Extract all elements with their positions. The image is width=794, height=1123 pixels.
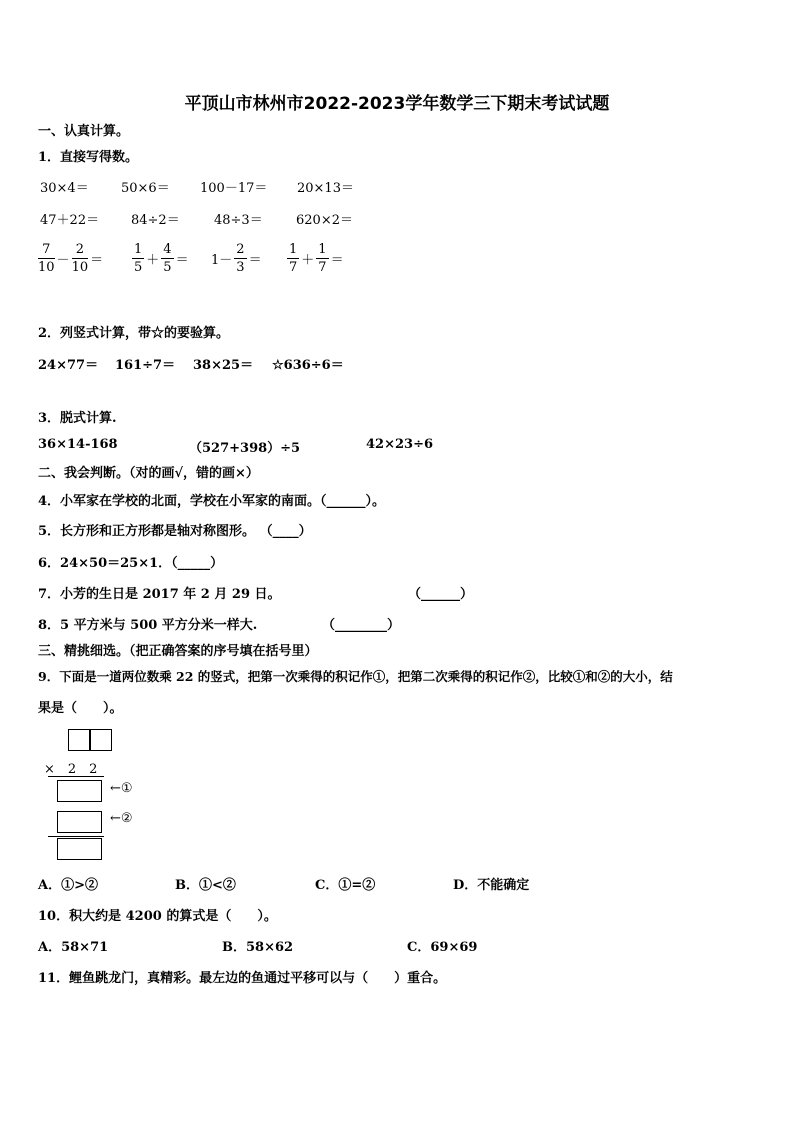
digit-box [90,729,112,751]
section-heading-judge: 二、我会判断。（对的画√，错的画×） [38,466,259,481]
option-c[interactable]: C．①=② [315,878,376,893]
arrow-label-1: ←① [110,781,133,796]
calc-item: 100－17＝ [200,181,268,196]
rule-line [48,836,104,837]
option-b[interactable]: B．①<② [175,878,236,893]
calc-item: 38×25＝ [193,358,254,373]
option-a[interactable]: A．58×71 [38,940,109,955]
rule-line [48,776,104,777]
calc-item: 24×77＝ [38,358,99,373]
multiplier: × 2 2 [44,762,98,777]
calc-item: 48÷3＝ [214,213,263,228]
option-d[interactable]: D．不能确定 [453,878,530,893]
calc-item: 42×23÷6 [366,437,434,452]
judge-item: 7．小芳的生日是 2017 年 2 月 29 日。 [38,587,281,602]
question-11-text: 11．鲤鱼跳龙门，真精彩。最左边的鱼通过平移可以与（ ）重合。 [38,971,447,986]
calc-item: 50×6＝ [121,181,170,196]
fraction-expression: $\frac{1}{5}$ ＋ $\frac{4}{5}$ ＝ [134,242,189,275]
fraction-expression: 1－ $\frac{2}{3}$ ＝ [211,242,262,275]
calc-item: ☆636÷6＝ [272,358,344,373]
calc-item: 161÷7＝ [115,358,176,373]
question-1-heading: 1．直接写得数。 [38,150,139,165]
fraction: $\frac{1}{5}$ [134,242,143,275]
answer-blank[interactable]: （______） [408,587,474,602]
calc-item: 620×2＝ [296,213,353,228]
option-c[interactable]: C．69×69 [407,940,478,955]
fraction: $\frac{1}{7}$ [318,242,327,275]
judge-item: 5．长方形和正方形都是轴对称图形。 （____） [38,524,312,539]
fraction: $\frac{4}{5}$ [163,242,172,275]
question-9-text-cont: 果是（ ）。 [38,701,123,716]
product-box-1 [57,780,102,802]
calc-item: 30×4＝ [40,181,89,196]
answer-blank[interactable]: （________） [322,618,401,633]
section-heading-choice: 三、精挑细选。（把正确答案的序号填在括号里） [38,644,318,659]
question-3-heading: 3．脱式计算. [38,411,117,426]
judge-item: 6．24×50＝25×1．（_____） [38,556,224,571]
calc-item: （527+398）÷5 [189,441,301,456]
section-heading-calc: 一、认真计算。 [38,124,130,139]
digit-box [68,729,90,751]
page-title: 平顶山市林州市2022-2023学年数学三下期末考试试题 [184,94,610,114]
fraction: $\frac{1}{7}$ [289,242,298,275]
arrow-label-2: ←② [110,811,133,826]
option-a[interactable]: A．①>② [38,878,98,893]
judge-item: 8．5 平方米与 500 平方分米一样大. [38,618,258,633]
question-10-text: 10．积大约是 4200 的算式是（ ）。 [38,909,277,924]
calc-item: 36×14-168 [38,437,118,452]
fraction: $\frac{2}{3}$ [236,242,245,275]
calc-item: 20×13＝ [297,181,354,196]
calc-item: 47＋22＝ [40,213,100,228]
result-box [57,838,102,860]
judge-item: 4．小军家在学校的北面，学校在小军家的南面。（______）。 [38,494,386,509]
option-b[interactable]: B．58×62 [222,940,294,955]
fraction-expression: $\frac{1}{7}$ ＋ $\frac{1}{7}$ ＝ [289,242,344,275]
fraction-expression: $\frac{7}{10}$ － $\frac{2}{10}$ ＝ [38,242,104,275]
question-2-heading: 2．列竖式计算，带☆的要验算。 [38,326,230,341]
fraction: $\frac{2}{10}$ [71,242,89,275]
product-box-2 [57,811,102,833]
fraction: $\frac{7}{10}$ [38,242,55,275]
question-9-text: 9．下面是一道两位数乘 22 的竖式，把第一次乘得的积记作①，把第二次乘得的积记作②，比较①和②的大小，结 [38,669,673,684]
calc-item: 84÷2＝ [131,213,180,228]
